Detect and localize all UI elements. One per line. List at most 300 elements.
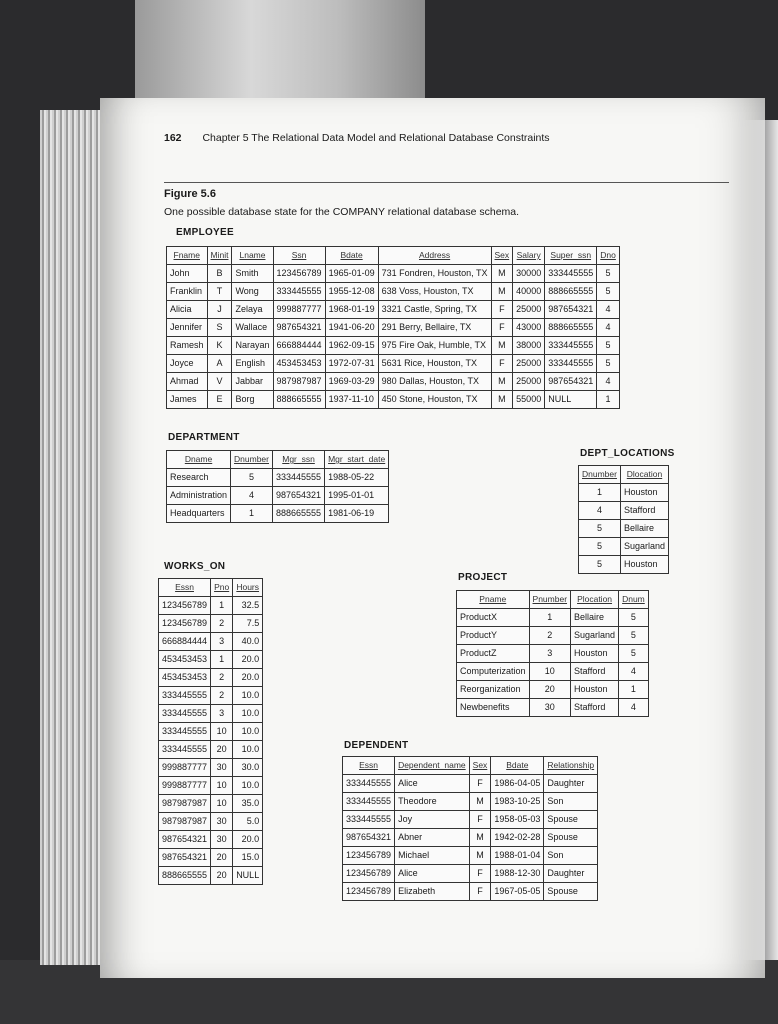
works-on-table-wrap: [158, 578, 263, 885]
department-title: DEPARTMENT: [168, 432, 240, 443]
dependent-row: [343, 775, 598, 793]
dept-locations-cell: Stafford: [620, 502, 668, 520]
employee-row: [167, 373, 620, 391]
employee-cell: 987987987: [273, 373, 325, 391]
project-row: [457, 645, 649, 663]
works-on-cell: 10.0: [233, 705, 263, 723]
project-cell: 30: [529, 699, 571, 717]
employee-cell: E: [207, 391, 232, 409]
dependent-cell: F: [469, 883, 491, 901]
dependent-cell: Alice: [395, 775, 470, 793]
employee-cell: 4: [597, 373, 620, 391]
works-on-cell: 123456789: [159, 615, 211, 633]
department-cell: 987654321: [273, 487, 325, 505]
dependent-cell: F: [469, 775, 491, 793]
dependent-table-wrap: [342, 756, 598, 901]
employee-cell: M: [491, 283, 513, 301]
employee-column-header: Address: [378, 247, 491, 265]
dept-locations-row: [579, 484, 669, 502]
employee-cell: 4: [597, 319, 620, 337]
dept-locations-row: [579, 538, 669, 556]
project-cell: ProductY: [457, 627, 530, 645]
employee-cell: A: [207, 355, 232, 373]
employee-cell: V: [207, 373, 232, 391]
works-on-header-row: [159, 579, 263, 597]
employee-cell: 980 Dallas, Houston, TX: [378, 373, 491, 391]
project-row: [457, 681, 649, 699]
department-table-wrap: [166, 450, 389, 523]
employee-cell: 1962-09-15: [325, 337, 378, 355]
works-on-cell: 333445555: [159, 705, 211, 723]
employee-column-header: Super_ssn: [545, 247, 597, 265]
dependent-header-row: [343, 757, 598, 775]
works-on-cell: 987987987: [159, 813, 211, 831]
employee-cell: Jabbar: [232, 373, 273, 391]
dependent-cell: Theodore: [395, 793, 470, 811]
dependent-cell: 123456789: [343, 847, 395, 865]
employee-row: [167, 355, 620, 373]
works-on-cell: 1: [211, 597, 233, 615]
works-on-cell: 5.0: [233, 813, 263, 831]
dependent-cell: Joy: [395, 811, 470, 829]
employee-cell: 123456789: [273, 265, 325, 283]
employee-cell: 450 Stone, Houston, TX: [378, 391, 491, 409]
employee-header-row: [167, 247, 620, 265]
project-cell: 1: [529, 609, 571, 627]
project-row: [457, 699, 649, 717]
employee-cell: 1965-01-09: [325, 265, 378, 283]
employee-cell: 333445555: [545, 265, 597, 283]
works-on-cell: 35.0: [233, 795, 263, 813]
employee-cell: B: [207, 265, 232, 283]
project-row: [457, 663, 649, 681]
dependent-cell: 987654321: [343, 829, 395, 847]
works-on-cell: 10.0: [233, 687, 263, 705]
employee-cell: Franklin: [167, 283, 208, 301]
works-on-cell: 30: [211, 831, 233, 849]
dependent-cell: Alice: [395, 865, 470, 883]
project-cell: Bellaire: [571, 609, 619, 627]
dependent-cell: 333445555: [343, 793, 395, 811]
employee-cell: Borg: [232, 391, 273, 409]
works-on-cell: 30: [211, 759, 233, 777]
works-on-cell: 20: [211, 867, 233, 885]
employee-cell: 55000: [513, 391, 545, 409]
dept-locations-cell: 5: [579, 520, 621, 538]
works-on-row: [159, 615, 263, 633]
employee-column-header: Fname: [167, 247, 208, 265]
works-on-cell: 453453453: [159, 651, 211, 669]
dept-locations-header-row: [579, 466, 669, 484]
dept-locations-cell: Houston: [620, 484, 668, 502]
employee-cell: 5: [597, 265, 620, 283]
employee-row: [167, 283, 620, 301]
employee-row: [167, 391, 620, 409]
employee-row: [167, 337, 620, 355]
project-cell: 3: [529, 645, 571, 663]
employee-cell: 1972-07-31: [325, 355, 378, 373]
works-on-cell: 10.0: [233, 741, 263, 759]
project-column-header: Pname: [457, 591, 530, 609]
employee-cell: S: [207, 319, 232, 337]
dependent-cell: 1967-05-05: [491, 883, 544, 901]
project-cell: Houston: [571, 681, 619, 699]
project-row: [457, 627, 649, 645]
works-on-column-header: Essn: [159, 579, 211, 597]
employee-cell: M: [491, 265, 513, 283]
works-on-row: [159, 651, 263, 669]
employee-cell: 333445555: [545, 355, 597, 373]
chapter-title: Chapter 5 The Relational Data Model and Relational Database Constraints: [202, 132, 550, 144]
department-row: [167, 505, 389, 523]
works-on-row: [159, 831, 263, 849]
project-cell: 5: [619, 627, 649, 645]
works-on-cell: 20.0: [233, 669, 263, 687]
page-number: 162: [164, 132, 182, 144]
works-on-row: [159, 813, 263, 831]
project-header-row: [457, 591, 649, 609]
dependent-cell: Spouse: [544, 811, 598, 829]
employee-cell: M: [491, 391, 513, 409]
employee-column-header: Ssn: [273, 247, 325, 265]
project-row: [457, 609, 649, 627]
works-on-row: [159, 687, 263, 705]
dependent-row: [343, 847, 598, 865]
running-head: [164, 132, 550, 144]
dependent-table: [342, 756, 598, 901]
employee-cell: Jennifer: [167, 319, 208, 337]
project-column-header: Pnumber: [529, 591, 571, 609]
employee-cell: F: [491, 301, 513, 319]
dependent-column-header: Sex: [469, 757, 491, 775]
works-on-column-header: Hours: [233, 579, 263, 597]
dept-locations-cell: 1: [579, 484, 621, 502]
employee-cell: 453453453: [273, 355, 325, 373]
project-cell: 1: [619, 681, 649, 699]
works-on-cell: 15.0: [233, 849, 263, 867]
dept-locations-cell: 5: [579, 538, 621, 556]
employee-cell: 5: [597, 337, 620, 355]
employee-cell: 5631 Rice, Houston, TX: [378, 355, 491, 373]
department-cell: 4: [231, 487, 273, 505]
dept-locations-table: [578, 465, 669, 574]
works-on-row: [159, 759, 263, 777]
employee-cell: 1955-12-08: [325, 283, 378, 301]
employee-cell: 888665555: [545, 283, 597, 301]
project-cell: Stafford: [571, 699, 619, 717]
employee-cell: Wallace: [232, 319, 273, 337]
dependent-cell: Daughter: [544, 865, 598, 883]
dependent-cell: M: [469, 829, 491, 847]
dependent-title: DEPENDENT: [344, 740, 409, 751]
project-cell: Computerization: [457, 663, 530, 681]
works-on-row: [159, 723, 263, 741]
dependent-row: [343, 865, 598, 883]
works-on-cell: 333445555: [159, 723, 211, 741]
employee-cell: John: [167, 265, 208, 283]
dept-locations-cell: 5: [579, 556, 621, 574]
employee-cell: 1968-01-19: [325, 301, 378, 319]
employee-cell: NULL: [545, 391, 597, 409]
works-on-cell: 1: [211, 651, 233, 669]
works-on-cell: 10: [211, 723, 233, 741]
dependent-cell: F: [469, 811, 491, 829]
dept-locations-row: [579, 502, 669, 520]
dependent-cell: Spouse: [544, 829, 598, 847]
employee-cell: English: [232, 355, 273, 373]
employee-row: [167, 301, 620, 319]
works-on-cell: 2: [211, 669, 233, 687]
employee-cell: 987654321: [545, 301, 597, 319]
dependent-row: [343, 883, 598, 901]
dependent-cell: 333445555: [343, 811, 395, 829]
dependent-cell: 1986-04-05: [491, 775, 544, 793]
employee-cell: Alicia: [167, 301, 208, 319]
dependent-cell: 1988-01-04: [491, 847, 544, 865]
works-on-row: [159, 741, 263, 759]
project-cell: ProductZ: [457, 645, 530, 663]
dependent-cell: M: [469, 793, 491, 811]
works-on-cell: 999887777: [159, 759, 211, 777]
employee-cell: 4: [597, 301, 620, 319]
employee-cell: 987654321: [545, 373, 597, 391]
employee-cell: Smith: [232, 265, 273, 283]
project-cell: ProductX: [457, 609, 530, 627]
works-on-cell: 333445555: [159, 687, 211, 705]
dependent-cell: Spouse: [544, 883, 598, 901]
employee-row: [167, 265, 620, 283]
project-column-header: Plocation: [571, 591, 619, 609]
department-cell: 1981-06-19: [325, 505, 389, 523]
employee-cell: 731 Fondren, Houston, TX: [378, 265, 491, 283]
works-on-cell: 10: [211, 795, 233, 813]
dependent-cell: Son: [544, 847, 598, 865]
page-tab-scan: [135, 0, 425, 110]
dependent-cell: 1942-02-28: [491, 829, 544, 847]
works-on-cell: 10: [211, 777, 233, 795]
department-column-header: Mgr_ssn: [273, 451, 325, 469]
dependent-cell: Son: [544, 793, 598, 811]
dependent-cell: F: [469, 865, 491, 883]
dependent-cell: 1958-05-03: [491, 811, 544, 829]
works-on-cell: 333445555: [159, 741, 211, 759]
department-cell: 5: [231, 469, 273, 487]
employee-cell: Ahmad: [167, 373, 208, 391]
dependent-column-header: Relationship: [544, 757, 598, 775]
employee-cell: 333445555: [273, 283, 325, 301]
department-column-header: Dname: [167, 451, 231, 469]
project-cell: Reorganization: [457, 681, 530, 699]
dept-locations-cell: Sugarland: [620, 538, 668, 556]
dependent-cell: 1983-10-25: [491, 793, 544, 811]
works-on-cell: 32.5: [233, 597, 263, 615]
employee-cell: 666884444: [273, 337, 325, 355]
department-column-header: Mgr_start_date: [325, 451, 389, 469]
project-column-header: Dnum: [619, 591, 649, 609]
dependent-cell: Abner: [395, 829, 470, 847]
header-rule: [164, 182, 729, 183]
employee-cell: M: [491, 373, 513, 391]
project-cell: 2: [529, 627, 571, 645]
department-column-header: Dnumber: [231, 451, 273, 469]
project-cell: 5: [619, 645, 649, 663]
department-row: [167, 469, 389, 487]
employee-column-header: Salary: [513, 247, 545, 265]
employee-cell: M: [491, 337, 513, 355]
project-cell: 20: [529, 681, 571, 699]
works-on-cell: 30: [211, 813, 233, 831]
dependent-row: [343, 811, 598, 829]
employee-column-header: Minit: [207, 247, 232, 265]
employee-cell: F: [491, 319, 513, 337]
works-on-cell: 3: [211, 633, 233, 651]
figure-caption: One possible database state for the COMPANY relational database schema.: [164, 206, 520, 218]
employee-column-header: Lname: [232, 247, 273, 265]
dependent-cell: Elizabeth: [395, 883, 470, 901]
employee-cell: 888665555: [273, 391, 325, 409]
dependent-cell: 1988-12-30: [491, 865, 544, 883]
department-row: [167, 487, 389, 505]
works-on-cell: 987654321: [159, 849, 211, 867]
employee-cell: 888665555: [545, 319, 597, 337]
department-cell: 888665555: [273, 505, 325, 523]
works-on-table: [158, 578, 263, 885]
dept-locations-table-wrap: [578, 465, 669, 574]
department-cell: 1988-05-22: [325, 469, 389, 487]
works-on-cell: 10.0: [233, 723, 263, 741]
dependent-row: [343, 793, 598, 811]
employee-column-header: Dno: [597, 247, 620, 265]
dept-locations-column-header: Dlocation: [620, 466, 668, 484]
employee-cell: 38000: [513, 337, 545, 355]
department-cell: Headquarters: [167, 505, 231, 523]
employee-table: [166, 246, 620, 409]
employee-cell: James: [167, 391, 208, 409]
dept-locations-title: DEPT_LOCATIONS: [580, 448, 675, 459]
employee-cell: Wong: [232, 283, 273, 301]
works-on-cell: 10.0: [233, 777, 263, 795]
employee-cell: 987654321: [273, 319, 325, 337]
works-on-cell: 987987987: [159, 795, 211, 813]
employee-cell: 25000: [513, 301, 545, 319]
dependent-cell: Daughter: [544, 775, 598, 793]
employee-cell: 43000: [513, 319, 545, 337]
project-cell: 5: [619, 609, 649, 627]
works-on-row: [159, 597, 263, 615]
department-table: [166, 450, 389, 523]
dependent-cell: Michael: [395, 847, 470, 865]
employee-cell: 1: [597, 391, 620, 409]
works-on-title: WORKS_ON: [164, 561, 226, 572]
works-on-cell: 888665555: [159, 867, 211, 885]
employee-cell: 1969-03-29: [325, 373, 378, 391]
project-cell: Sugarland: [571, 627, 619, 645]
dependent-cell: 123456789: [343, 883, 395, 901]
employee-cell: 30000: [513, 265, 545, 283]
dept-locations-cell: Bellaire: [620, 520, 668, 538]
project-cell: Newbenefits: [457, 699, 530, 717]
works-on-cell: 40.0: [233, 633, 263, 651]
project-table: [456, 590, 649, 717]
employee-cell: 1937-11-10: [325, 391, 378, 409]
employee-column-header: Bdate: [325, 247, 378, 265]
dependent-cell: 123456789: [343, 865, 395, 883]
employee-cell: 1941-06-20: [325, 319, 378, 337]
employee-cell: 25000: [513, 373, 545, 391]
employee-cell: Joyce: [167, 355, 208, 373]
works-on-row: [159, 777, 263, 795]
employee-cell: Ramesh: [167, 337, 208, 355]
project-cell: 4: [619, 699, 649, 717]
employee-cell: 3321 Castle, Spring, TX: [378, 301, 491, 319]
employee-cell: 333445555: [545, 337, 597, 355]
employee-cell: 999887777: [273, 301, 325, 319]
works-on-cell: 123456789: [159, 597, 211, 615]
employee-cell: K: [207, 337, 232, 355]
employee-cell: 638 Voss, Houston, TX: [378, 283, 491, 301]
employee-cell: 25000: [513, 355, 545, 373]
dependent-column-header: Dependent_name: [395, 757, 470, 775]
works-on-row: [159, 849, 263, 867]
dependent-cell: 333445555: [343, 775, 395, 793]
project-cell: Stafford: [571, 663, 619, 681]
page-right-shadow: [740, 120, 778, 960]
employee-cell: Zelaya: [232, 301, 273, 319]
dependent-cell: M: [469, 847, 491, 865]
department-cell: 333445555: [273, 469, 325, 487]
works-on-column-header: Pno: [211, 579, 233, 597]
works-on-cell: 7.5: [233, 615, 263, 633]
works-on-cell: 30.0: [233, 759, 263, 777]
dept-locations-cell: 4: [579, 502, 621, 520]
department-cell: Research: [167, 469, 231, 487]
employee-column-header: Sex: [491, 247, 513, 265]
works-on-cell: 20: [211, 741, 233, 759]
employee-cell: J: [207, 301, 232, 319]
dept-locations-column-header: Dnumber: [579, 466, 621, 484]
dependent-column-header: Bdate: [491, 757, 544, 775]
works-on-cell: 666884444: [159, 633, 211, 651]
works-on-row: [159, 867, 263, 885]
works-on-cell: 3: [211, 705, 233, 723]
dependent-column-header: Essn: [343, 757, 395, 775]
employee-cell: 291 Berry, Bellaire, TX: [378, 319, 491, 337]
employee-cell: T: [207, 283, 232, 301]
works-on-cell: 453453453: [159, 669, 211, 687]
dept-locations-row: [579, 556, 669, 574]
department-header-row: [167, 451, 389, 469]
works-on-cell: 20.0: [233, 651, 263, 669]
department-cell: 1: [231, 505, 273, 523]
employee-cell: Narayan: [232, 337, 273, 355]
works-on-row: [159, 633, 263, 651]
works-on-cell: 987654321: [159, 831, 211, 849]
works-on-cell: 20.0: [233, 831, 263, 849]
employee-title: EMPLOYEE: [176, 227, 234, 238]
employee-row: [167, 319, 620, 337]
employee-cell: 5: [597, 283, 620, 301]
project-table-wrap: [456, 590, 649, 717]
department-cell: 1995-01-01: [325, 487, 389, 505]
employee-cell: 975 Fire Oak, Humble, TX: [378, 337, 491, 355]
dependent-row: [343, 829, 598, 847]
figure-label: Figure 5.6: [164, 188, 216, 200]
works-on-cell: 20: [211, 849, 233, 867]
dept-locations-cell: Houston: [620, 556, 668, 574]
works-on-row: [159, 705, 263, 723]
employee-cell: F: [491, 355, 513, 373]
works-on-cell: 2: [211, 615, 233, 633]
